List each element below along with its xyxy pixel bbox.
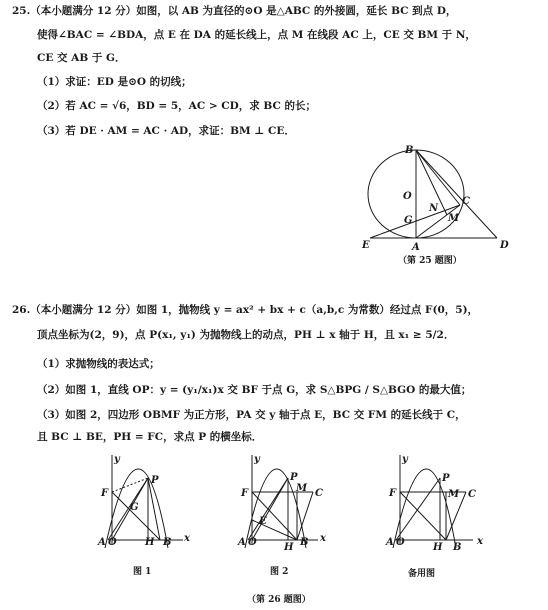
fig2-label-e: E [259,516,267,527]
q26-line-4: （2）如图 1，直线 OP：y = (y₁/x₁)x 交 BF 于点 G，求 S△BPG / S△BGO 的最大值； [37,384,472,396]
line-fb [400,492,446,540]
fig1-label-p: P [151,475,159,486]
spare-label-x: x [477,536,483,547]
spare-label-o: O [396,537,405,548]
label-m: M [448,213,460,224]
label-n: N [429,203,439,214]
label-c: C [462,196,470,207]
spare-label-f: F [389,488,397,499]
q26-line-6: 且 BC ⊥ BE，PH = FC，求点 P 的横坐标． [37,431,263,443]
spare-caption: 备用图 [408,569,436,579]
label-a: A [412,242,420,253]
fig2-label-b: B [300,537,309,548]
fig1-label-o: O [108,537,117,548]
spare-label-m: M [448,489,460,500]
q26-line-1: 26.（本小题满分 12 分）如图 1，抛物线 y = ax² + bx + c（a,b,c 为常数）经过点 F(0，5)， [12,304,479,316]
fig1-label-y: y [114,454,120,465]
spare-label-a: A [386,537,394,548]
fig2-label-o: O [248,537,257,548]
spare-label-h: H [433,542,443,553]
fig1-label-f: F [101,488,109,499]
q26-line-2: 顶点坐标为(2，9)，点 P(x₁, y₁) 为抛物线上的动点，PH ⊥ x 轴于 H，且 x₁ ≥ 5/2． [37,329,455,341]
label-e: E [362,240,370,251]
q26-caption: （第 26 题图） [247,595,311,605]
fig2-label-p: P [290,472,298,483]
q25-line-5: （2）若 AC = √6，BD = 5，AC > CD，求 BC 的长； [37,100,316,112]
spare-label-p: P [442,473,450,484]
q26-line-5: （3）如图 2，四边形 OBMF 为正方形，PA 交 y 轴于点 E，BC 交 FM 的延长线于 C， [37,409,466,421]
fig2-label-x: x [320,533,326,544]
spare-label-b: B [453,542,462,553]
q26-line-3: （1）求抛物线的表达式； [37,358,160,370]
q25-line-4: （1）求证：ED 是⊙O 的切线； [37,76,192,88]
fig2-label-y: y [254,454,260,465]
label-o: O [403,191,412,202]
q25-line-1: 25.（本小题满分 12 分）如图，以 AB 为直径的⊙O 是△ABC 的外接圆，延长 BC 到点 D， [12,5,457,17]
fig1-label-a: A [98,537,106,548]
label-b: B [405,145,414,156]
fig1-label-x: x [184,533,190,544]
fig2-label-m: M [296,483,308,494]
fig1-label-b: B [163,537,172,548]
q25-line-3: CE 交 AB 于 G． [37,52,126,64]
q25-line-2: 使得∠BAC = ∠BDA，点 E 在 DA 的延长线上，点 M 在线段 AC 上，CE 交 BM 于 N， [37,29,476,41]
fig2-label-f: F [241,488,249,499]
spare-label-c: C [468,489,476,500]
label-g: G [404,215,413,226]
q25-line-6: （3）若 DE · AM = AC · AD，求证：BM ⊥ CE． [37,125,295,137]
spare-label-y: y [402,454,408,465]
fig2-label-c: C [315,488,323,499]
fig1-caption: 图 1 [133,567,152,577]
fig1-label-g: G [130,502,139,513]
fig2-caption: 图 2 [270,567,289,577]
fig2-label-a: A [238,537,246,548]
label-d: D [500,240,509,251]
q25-caption: （第 25 题图） [398,256,462,266]
fig2-label-h: H [284,542,294,553]
fig1-label-h: H [145,537,155,548]
